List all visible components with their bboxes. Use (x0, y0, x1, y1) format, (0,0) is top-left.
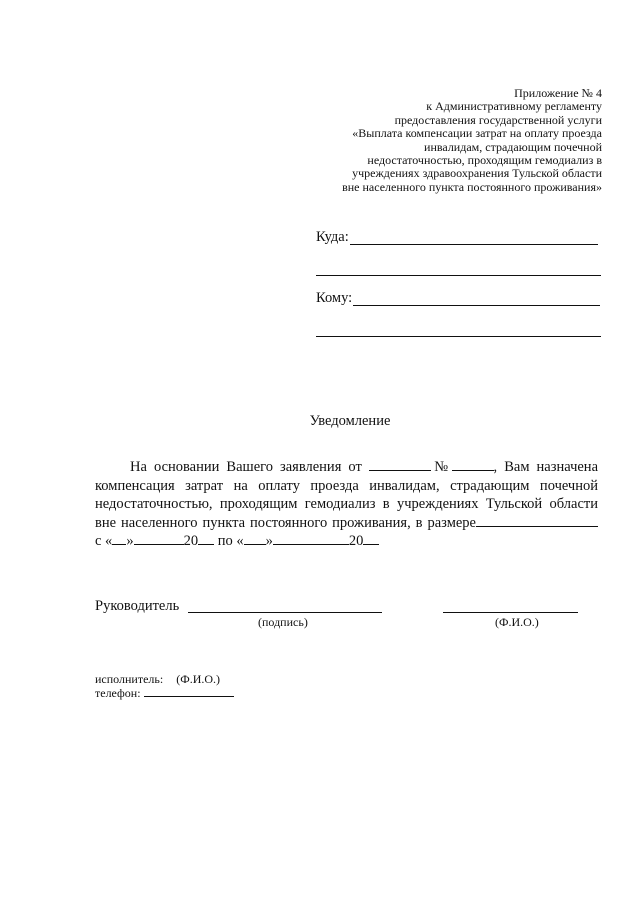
from-year-prefix: 20 (183, 533, 199, 549)
notice-body (95, 458, 598, 551)
executor-row (95, 672, 220, 686)
to-blank-second-line (316, 275, 601, 276)
to-day-blank (244, 532, 266, 545)
to-label: Куда: (316, 229, 349, 245)
from-label: с « (95, 533, 113, 549)
phone-label: телефон: (95, 686, 141, 700)
whom-label: Кому: (316, 290, 353, 306)
appendix-line: предоставления государственной услуги (394, 112, 602, 127)
head-name-caption: (Ф.И.О.) (495, 615, 539, 629)
whom-field (316, 290, 600, 306)
body-text-part1: На основании Вашего заявления от (130, 459, 369, 475)
phone-blank (144, 686, 234, 697)
body-text-part2: , Вам назначена компенсация затрат на оплату проезда инвалидам, страдающим почечной недостаточностью, проходящим гемодиализ в учреждениях Тульской области вне населенного пункта постоянного проживания, в размере (95, 459, 599, 531)
head-label: Руководитель (95, 598, 180, 614)
from-year-blank (198, 532, 214, 545)
executor-name: (Ф.И.О.) (176, 672, 221, 686)
amount-blank (476, 514, 598, 527)
appendix-line: к Административному регламенту (426, 99, 602, 114)
signature-line (188, 612, 382, 613)
signature-caption: (подпись) (258, 615, 308, 629)
head-name-line (443, 612, 578, 613)
appendix-line: «Выплата компенсации затрат на оплату проезда (352, 126, 602, 141)
to-blank (350, 230, 598, 245)
appendix-line: инвалидам, страдающим почечной (424, 139, 602, 154)
to-month-blank (273, 532, 349, 545)
whom-blank (353, 291, 600, 306)
appendix-block (282, 87, 602, 194)
appendix-line: вне населенного пункта постоянного проживания» (342, 179, 602, 194)
to-year-prefix: 20 (348, 533, 364, 549)
whom-blank-second-line (316, 336, 601, 337)
date-blank (369, 458, 431, 471)
appendix-line: учреждениях здравоохранения Тульской области (352, 166, 602, 181)
appendix-line: недостаточностью, проходящим гемодиализ в (367, 153, 602, 168)
executor-label: исполнитель: (95, 672, 164, 686)
from-quote-close: » (126, 533, 134, 549)
number-sign: № (430, 459, 452, 475)
to-label: по « (214, 533, 244, 549)
to-year-blank (363, 532, 379, 545)
number-blank (452, 458, 494, 471)
phone-row (95, 686, 234, 700)
from-day-blank (112, 532, 126, 545)
to-quote-close: » (265, 533, 273, 549)
appendix-line: Приложение № 4 (514, 86, 602, 100)
from-month-blank (134, 532, 184, 545)
to-field (316, 229, 598, 245)
document-title: Уведомление (309, 413, 391, 429)
